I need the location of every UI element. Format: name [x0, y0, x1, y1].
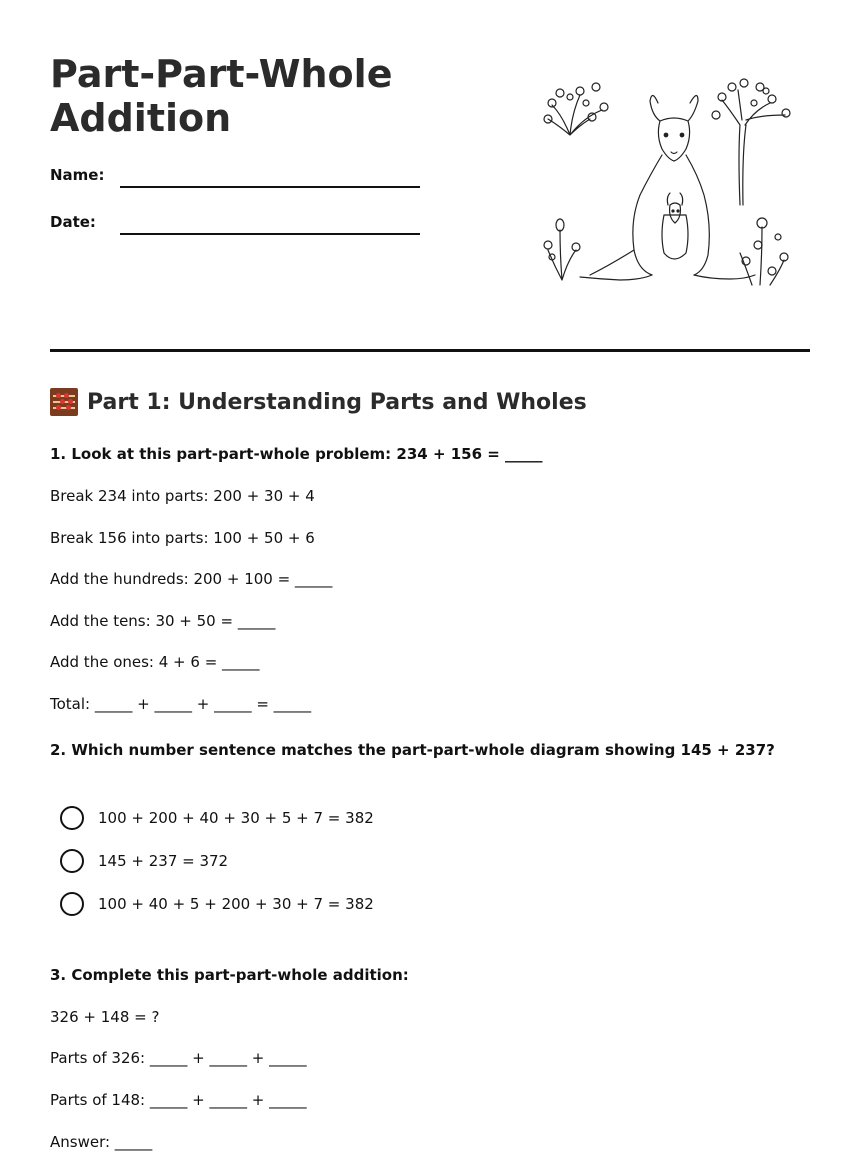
q1-line-3[interactable]: Add the hundreds: 200 + 100 = _____	[50, 570, 333, 588]
q2-option-3[interactable]	[60, 892, 374, 916]
q1-line-1: Break 234 into parts: 200 + 30 + 4	[50, 487, 315, 505]
q2-option-1-label: 100 + 200 + 40 + 30 + 5 + 7 = 382	[98, 809, 374, 827]
q3-prompt: 3. Complete this part-part-whole addition:	[50, 966, 409, 984]
header-divider	[50, 349, 810, 352]
title-line-2: Addition	[50, 96, 232, 140]
radio-button[interactable]	[60, 849, 84, 873]
tree-right-icon	[712, 79, 790, 205]
name-label: Name:	[50, 166, 105, 184]
q3-line-1: 326 + 148 = ?	[50, 1008, 160, 1026]
flower-bush-left-icon	[544, 83, 608, 135]
kangaroo-illustration	[540, 75, 800, 300]
q1-prompt: 1. Look at this part-part-whole problem: 234 + 156 = _____	[50, 445, 543, 463]
part1-heading	[50, 388, 587, 416]
q1-line-5[interactable]: Add the ones: 4 + 6 = _____	[50, 653, 260, 671]
radio-button[interactable]	[60, 892, 84, 916]
q3-line-3[interactable]: Parts of 148: _____ + _____ + _____	[50, 1091, 307, 1109]
q2-option-3-label: 100 + 40 + 5 + 200 + 30 + 7 = 382	[98, 895, 374, 913]
worksheet-title	[50, 52, 392, 140]
kangaroo-icon	[580, 95, 755, 280]
q3-line-2[interactable]: Parts of 326: _____ + _____ + _____	[50, 1049, 307, 1067]
date-field[interactable]	[120, 233, 420, 235]
q2-option-1[interactable]	[60, 806, 374, 830]
q1-line-2: Break 156 into parts: 100 + 50 + 6	[50, 529, 315, 547]
date-label: Date:	[50, 213, 96, 231]
part1-title: Part 1: Understanding Parts and Wholes	[87, 389, 587, 415]
flowers-bottom-right-icon	[740, 218, 788, 285]
q2-option-2-label: 145 + 237 = 372	[98, 852, 229, 870]
q1-line-6[interactable]: Total: _____ + _____ + _____ = _____	[50, 695, 312, 713]
radio-button[interactable]	[60, 806, 84, 830]
title-line-1: Part-Part-Whole	[50, 52, 393, 96]
q3-line-4[interactable]: Answer: _____	[50, 1133, 153, 1151]
q1-line-4[interactable]: Add the tens: 30 + 50 = _____	[50, 612, 276, 630]
q2-option-2[interactable]	[60, 849, 228, 873]
q2-prompt: 2. Which number sentence matches the part-part-whole diagram showing 145 + 237?	[50, 741, 775, 759]
abacus-icon	[50, 388, 78, 416]
flowers-bottom-left-icon	[544, 219, 580, 280]
name-field[interactable]	[120, 186, 420, 188]
